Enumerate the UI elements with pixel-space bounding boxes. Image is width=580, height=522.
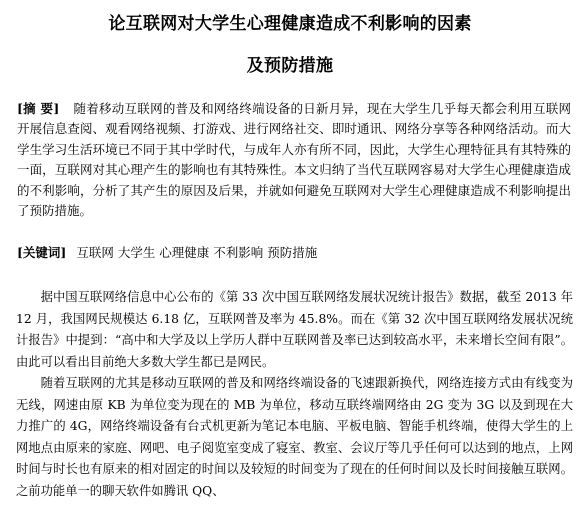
document-title: 论互联网对大学生心理健康造成不利影响的因素 xyxy=(108,14,472,34)
document-title-continued: 及预防措施 xyxy=(246,56,334,76)
abstract-label: [摘 要] xyxy=(17,101,60,116)
keywords-label: [关键词] xyxy=(17,245,67,260)
body-paragraph: 据中国互联网络信息中心公布的《第 33 次中国互联网络发展状况统计报告》数据，截至 2013 年 12 月，我国网民规模达 6.18 亿，互联网普及率为 45.8%。而在《第 32 次中国互联网络发展状况统计报告》中提到：“高中和大学及以上学历人群中互联网普及率已达到较高水平，未来增长空间有限”。由此可以看出目前绝大多数大学生都已是网民。 xyxy=(16,290,573,369)
keywords-text: 互联网 大学生 心理健康 不利影响 预防措施 xyxy=(76,245,318,260)
abstract-text: 随着移动互联网的普及和网络终端设备的日新月异，现在大学生几乎每天都会利用互联网开展信息查阅、观看网络视频、打游戏、进行网络社交、即时通讯、网络分享等各种网络活动。而大学生学习生活环境已不同于其中学时代，与成年人亦有所不同，因此，大学生心理特征具有其特殊的一面，互联网对其心理产生的影响也有其特殊性。本文归纳了当代互联网容易对大学生心理健康造成的不利影响，分析了其产生的原因及后果，并就如何避免互联网对大学生心理健康造成不利影响提出了预防措施。 xyxy=(17,101,571,219)
abstract-paragraph xyxy=(17,99,571,221)
keywords-line xyxy=(17,243,571,263)
body-paragraph: 随着互联网的尤其是移动互联网的普及和网络终端设备的飞速跟新换代，网络连接方式由有线变为无线，网速由原 KB 为单位变为现在的 MB 为单位，移动互联终端网络由 2G 变为 3G 以及到现在大力推广的 4G，网络终端设备有台式机更新为笔记本电脑、平板电脑、智能手机终端，使得大学生的上网地点由原来的家庭、网吧、电子阅览室变成了寝室、教室、会议厅等几乎任何可以达到的地点，上网时间与时长也有原来的相对固定的时间以及较短的时间变为了现在的任何时间以及长时间接触互联网。之前功能单一的聊天软件如腾讯 QQ、 xyxy=(16,376,573,498)
